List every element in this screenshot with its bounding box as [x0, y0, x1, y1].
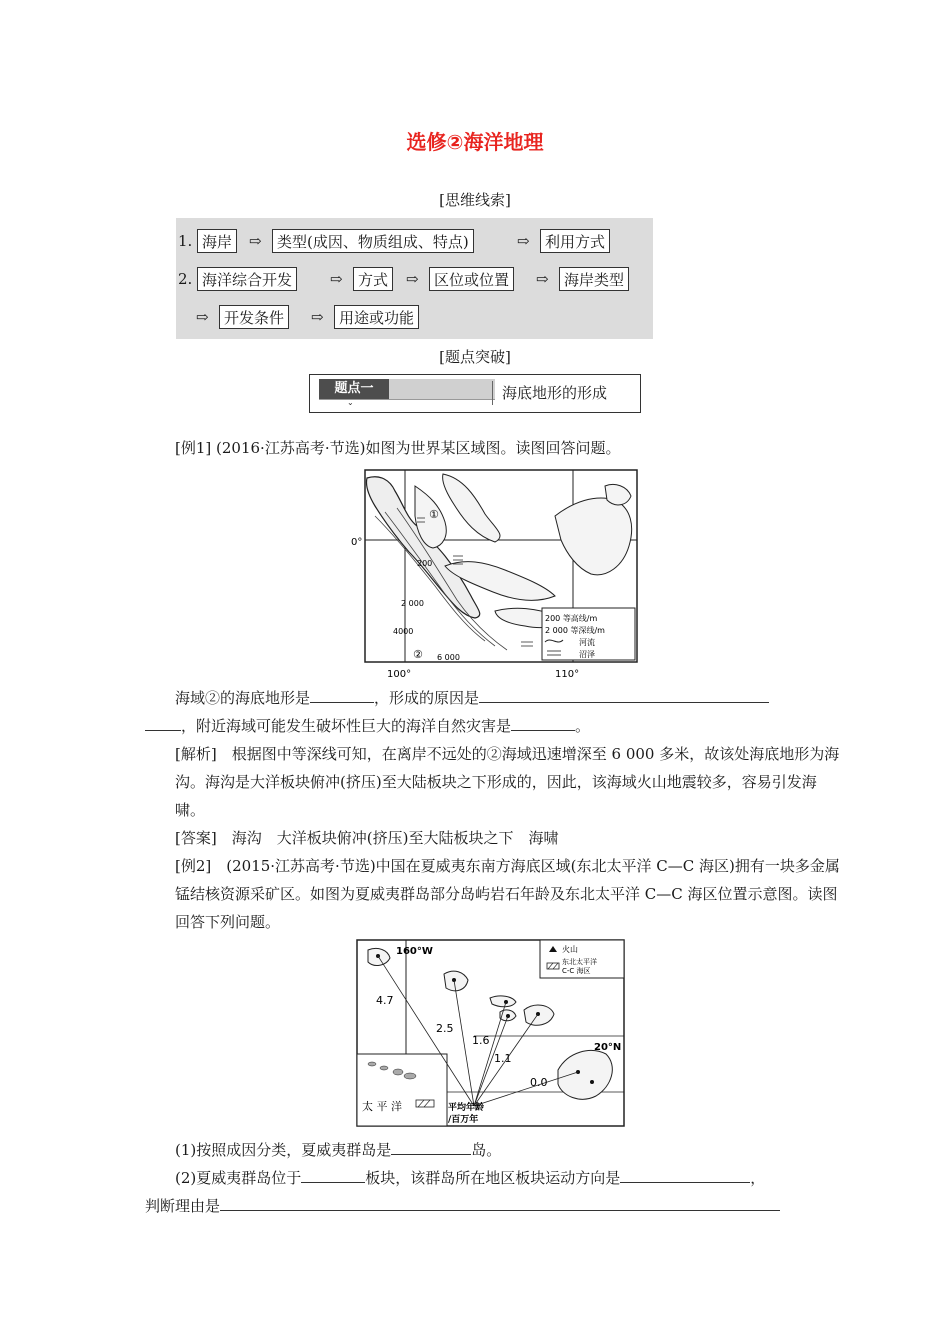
age-label: 1.6: [472, 1034, 490, 1047]
example2-text: (2015·江苏高考·节选)中国在夏威夷东南方海底区域(东北太平洋 C—C 海区)拥有一块多金属锰结核资源采矿区。如图为夏威夷群岛部分岛屿岩石年龄及东北太平洋 C—C 海区位置示意图。读图回答下列问题。: [175, 857, 840, 931]
analysis-label: [解析]: [175, 745, 217, 763]
example2-label: [例2]: [175, 857, 212, 875]
arrow-right-icon: ⇨: [406, 270, 419, 288]
example1-stem: [145, 434, 840, 462]
question-text: ，: [750, 1169, 766, 1187]
legend-cc-region: 东北太平洋: [562, 958, 597, 966]
arrow-right-icon: ⇨: [311, 308, 324, 326]
section-heading-topics: [题点突破]: [439, 348, 511, 366]
question-text: 。: [575, 717, 591, 735]
lon-label-100: 100°: [387, 669, 412, 680]
arrow-right-icon: ⇨: [249, 232, 262, 250]
example2-question2: [145, 1164, 810, 1220]
flow-box: 区位或位置: [429, 267, 514, 291]
question-text: 板块，该群岛所在地区板块运动方向是: [365, 1169, 621, 1187]
caret-down-icon: ⌄: [347, 398, 354, 407]
question-text: 判断理由是: [145, 1197, 221, 1215]
arrow-right-icon: ⇨: [330, 270, 343, 288]
contour-label: 2 000: [401, 599, 424, 608]
inset-ocean-label: 太 平 洋: [362, 1100, 402, 1113]
flow-box: 开发条件: [219, 305, 289, 329]
arrow-right-icon: ⇨: [196, 308, 209, 326]
topic-tag-label: 题点一: [319, 379, 389, 399]
flow-box: 类型(成因、物质组成、特点): [272, 229, 474, 253]
contour-label: 4000: [393, 627, 414, 636]
hawaii-map: [354, 936, 628, 1130]
example2-question1: [145, 1136, 810, 1164]
example1-label: [例1]: [175, 439, 212, 457]
answer-label: [答案]: [175, 829, 217, 847]
answer-blank[interactable]: [310, 684, 374, 703]
question-text: ，形成的原因是: [374, 689, 480, 707]
answer-text: 海沟 大洋板块俯冲(挤压)至大陆板块之下 海啸: [231, 829, 559, 847]
example1-text: 如图为世界某区域图。读图回答问题。: [365, 439, 621, 457]
contour-label: 200: [417, 559, 433, 568]
example2-stem: [145, 852, 840, 936]
age-label: 4.7: [376, 994, 394, 1007]
lat-label-0: 0°: [351, 537, 363, 548]
example1-analysis: [145, 740, 840, 824]
example1-source: (2016·江苏高考·节选): [216, 439, 366, 457]
legend-swamp: 沼泽: [579, 650, 595, 659]
lon-label-110: 110°: [555, 669, 580, 680]
answer-blank[interactable]: [391, 1136, 471, 1155]
age-label: 0.0: [530, 1076, 548, 1089]
analysis-text: 根据图中等深线可知，在离岸不远处的②海域迅速增深至 6 000 多米，故该处海底地形为海沟。海沟是大洋板块俯冲(挤压)至大陆板块之下形成的，因此，该海域火山地震较多，容易引发海啸。: [175, 745, 840, 819]
flow-box: 利用方式: [540, 229, 610, 253]
answer-blank[interactable]: [511, 712, 575, 731]
flow-box: 用途或功能: [334, 305, 419, 329]
question-text: ，附近海域可能发生破坏性巨大的海洋自然灾害是: [181, 717, 512, 735]
question-text: 岛。: [471, 1141, 502, 1159]
question-text: (2)夏威夷群岛位于: [175, 1169, 302, 1187]
flow-box: 海岸: [197, 229, 237, 253]
flow-box: 方式: [353, 267, 393, 291]
section-heading-thinking: [思维线索]: [439, 191, 511, 209]
lon-label-160w: 160°W: [396, 946, 433, 957]
flow-diagram: [176, 218, 653, 339]
legend-river: 河流: [579, 638, 595, 647]
question-text: 海域②的海底地形是: [175, 689, 311, 707]
contour-label: 6 000: [437, 653, 460, 662]
legend-volcano: 火山: [562, 945, 578, 954]
topic-divider: [492, 381, 493, 405]
flow-box: 海岸类型: [559, 267, 629, 291]
map-marker-2: ②: [413, 648, 423, 661]
example1-answer: [145, 824, 840, 852]
legend-isobath: 2 000 等深线/m: [545, 626, 605, 635]
age-label: 2.5: [436, 1022, 454, 1035]
arrow-right-icon: ⇨: [517, 232, 530, 250]
answer-blank[interactable]: [620, 1164, 750, 1183]
map-marker-1: ①: [429, 508, 439, 521]
answer-blank[interactable]: [145, 712, 181, 731]
arrow-right-icon: ⇨: [536, 270, 549, 288]
legend-cc-region: C-C 海区: [562, 967, 591, 975]
topic-tag: [319, 379, 495, 407]
question-text: (1)按照成因分类，夏威夷群岛是: [175, 1141, 392, 1159]
answer-blank[interactable]: [301, 1164, 365, 1183]
flow-box: 海洋综合开发: [197, 267, 297, 291]
age-caption: /百万年: [448, 1115, 479, 1125]
flow-row2-number: 2.: [178, 270, 193, 288]
answer-blank[interactable]: [479, 684, 769, 703]
topic-text: 海底地形的形成: [502, 384, 608, 402]
age-label: 1.1: [494, 1052, 512, 1065]
answer-blank[interactable]: [220, 1192, 780, 1211]
lat-label-20n: 20°N: [594, 1042, 622, 1053]
page-title: 选修②海洋地理: [406, 130, 544, 154]
legend-contour: 200 等高线/m: [545, 614, 598, 623]
flow-row1-number: 1.: [178, 232, 193, 250]
age-caption: 平均年龄: [448, 1103, 485, 1113]
topic-box: [309, 374, 641, 413]
southeast-asia-map: [345, 466, 645, 682]
example1-question: [145, 684, 810, 740]
